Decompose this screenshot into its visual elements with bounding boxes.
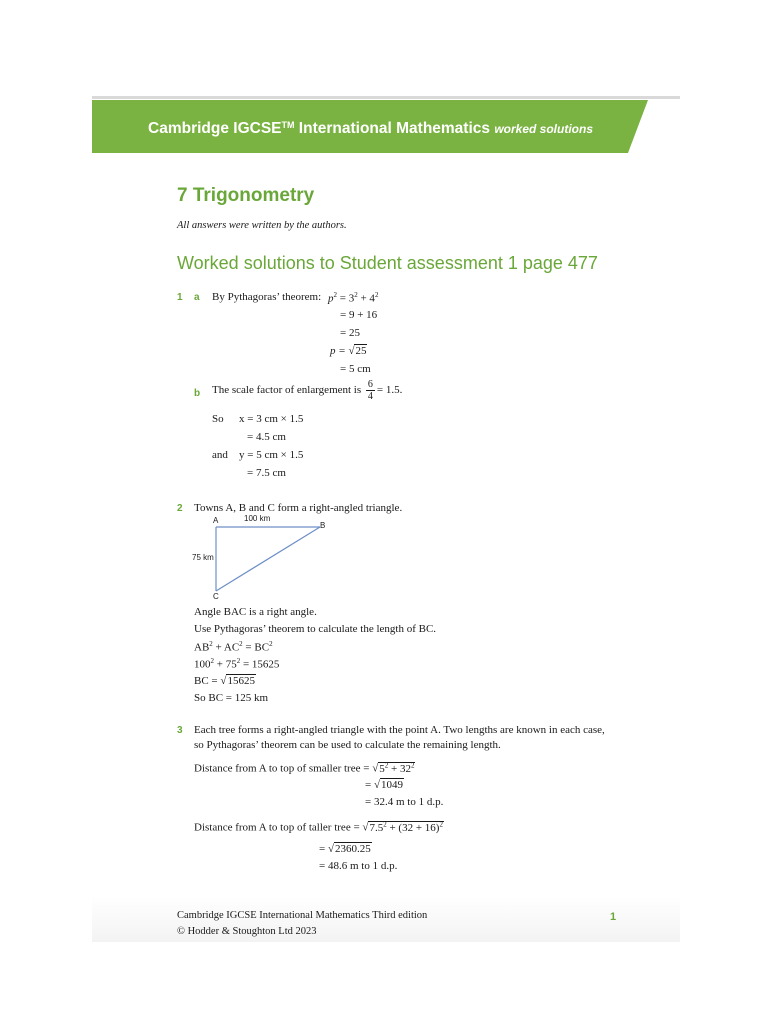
- footer-book: Cambridge IGCSE International Mathematics Third edition: [177, 910, 428, 921]
- fraction: [366, 379, 375, 402]
- exponent: 2: [210, 657, 214, 665]
- eq-sign: =: [360, 762, 373, 775]
- page-number: 1: [610, 911, 617, 923]
- eq-sign: =: [365, 779, 374, 791]
- side-bc: [216, 527, 320, 591]
- q2-line2: Use Pythagoras’ theorem to calculate the length of BC.: [194, 623, 437, 635]
- n5: 5: [379, 762, 385, 775]
- q1b-label: b: [194, 388, 201, 399]
- series-title-rest: International Mathematics: [294, 120, 495, 137]
- exponent: 2: [374, 291, 379, 299]
- label-c: C: [213, 592, 219, 601]
- q1b-intro: The scale factor of enlargement is: [212, 384, 362, 397]
- exponent: 2: [439, 820, 443, 828]
- q3-small-l3: = 32.4 m to 1 d.p.: [365, 796, 444, 808]
- top-rule: [92, 96, 680, 99]
- exponent: 2: [410, 761, 415, 769]
- q1b-x-result: = 4.5 cm: [247, 431, 286, 443]
- trademark: TM: [281, 120, 295, 130]
- n75: + 75: [214, 658, 237, 671]
- n100: 100: [194, 658, 211, 671]
- header-band-tip: [628, 100, 648, 153]
- q1a-line2: = 9 + 16: [340, 309, 378, 321]
- q3-small-eq: Distance from A to top of smaller tree = $√5^2 + 32^2$: [194, 761, 415, 775]
- series-subtitle: worked solutions: [494, 122, 594, 136]
- small-label: Distance from A to top of smaller tree: [194, 762, 361, 775]
- bc-eq: BC =: [194, 675, 221, 687]
- sum: = 15625: [240, 658, 280, 671]
- q1a-line1: [328, 291, 378, 305]
- n32: + 32: [388, 762, 411, 775]
- radicand: 15625: [227, 675, 255, 687]
- exponent: 2: [384, 761, 389, 769]
- exponent: 2: [354, 291, 358, 299]
- exponent: 2: [236, 657, 241, 665]
- q3-intro1: Each tree forms a right-angled triangle with the point A. Two lengths are known in each case,: [194, 724, 605, 736]
- q2-line1: Angle BAC is a right angle.: [194, 606, 317, 618]
- q1a-line4: p = √25: [330, 345, 367, 357]
- q2-eq4: So BC = 125 km: [194, 692, 269, 704]
- var-p-eq: p =: [330, 345, 349, 357]
- label-b: B: [320, 521, 326, 530]
- radicand: 2360.25: [335, 843, 371, 855]
- label-ac: 75 km: [192, 553, 214, 562]
- q1b-result: = 1.5.: [376, 384, 403, 397]
- q3-tall-l3: = 48.6 m to 1 d.p.: [319, 860, 398, 872]
- series-title: Cambridge IGCSE: [148, 120, 282, 137]
- q1-number: 1: [177, 292, 183, 303]
- chapter-title: 7 Trigonometry: [177, 185, 315, 206]
- fraction-denominator: 4: [367, 391, 373, 402]
- q2-number: 2: [177, 503, 183, 514]
- q3-number: 3: [177, 725, 183, 736]
- q2-eq2: [194, 657, 279, 671]
- q2-eq3: BC = √15625: [194, 675, 255, 687]
- exponent: 2: [383, 820, 387, 828]
- section-title: Worked solutions to Student assessment 1 page 477: [177, 253, 598, 273]
- tall-label: Distance from A to top of taller tree: [194, 821, 351, 834]
- ac: + AC: [212, 641, 240, 654]
- var-p: p: [328, 292, 334, 305]
- q3-small-l2: = √1049: [365, 779, 404, 791]
- eq-sign: =: [319, 843, 328, 855]
- q3-intro2: so Pythagoras’ theorem can be used to calculate the remaining length.: [194, 739, 501, 751]
- bc: = BC: [242, 641, 270, 654]
- radicand: 25: [355, 345, 367, 357]
- q1b-so: So: [212, 413, 224, 425]
- exponent: 2: [239, 640, 243, 648]
- label-a: A: [213, 516, 219, 525]
- authors-note: All answers were written by the authors.: [177, 220, 347, 231]
- radicand: [378, 762, 415, 775]
- q1b-intro-line: [212, 379, 402, 402]
- q1b-and: and: [212, 449, 228, 461]
- document-page: [92, 96, 680, 942]
- q1b-x-line: x = 3 cm × 1.5: [239, 413, 304, 425]
- q2-intro: Towns A, B and C form a right-angled triangle.: [194, 502, 403, 514]
- n75: 7.5: [369, 821, 384, 834]
- header-title: [148, 120, 593, 138]
- label-ab: 100 km: [244, 514, 271, 523]
- q1a-line3: = 25: [340, 327, 360, 339]
- q3-tall-eq: Distance from A to top of taller tree = $√7.5^2 + (32 + 16)^2$: [194, 820, 443, 834]
- radicand: [368, 821, 443, 834]
- ab: AB: [194, 641, 210, 654]
- q1b-y-result: = 7.5 cm: [247, 467, 286, 479]
- eq-sign: =: [350, 821, 363, 834]
- footer-copyright: © Hodder & Stoughton Ltd 2023: [177, 926, 317, 937]
- q1a-label: a: [194, 292, 200, 303]
- q3-tall-l2: = √2360.25: [319, 843, 371, 855]
- exponent: 2: [209, 640, 213, 648]
- term-4: + 4: [357, 292, 375, 305]
- n48: + (32 + 16): [386, 821, 440, 834]
- exponent: 2: [333, 291, 337, 299]
- term-3: = 3: [339, 292, 355, 305]
- q1b-y-line: y = 5 cm × 1.5: [239, 449, 304, 461]
- fraction-numerator: 6: [367, 379, 373, 390]
- q1a-line5: = 5 cm: [340, 363, 371, 375]
- q2-eq1: [194, 640, 273, 654]
- radicand: 1049: [381, 779, 404, 791]
- q1a-intro: By Pythagoras’ theorem:: [212, 291, 322, 303]
- exponent: 2: [269, 640, 273, 648]
